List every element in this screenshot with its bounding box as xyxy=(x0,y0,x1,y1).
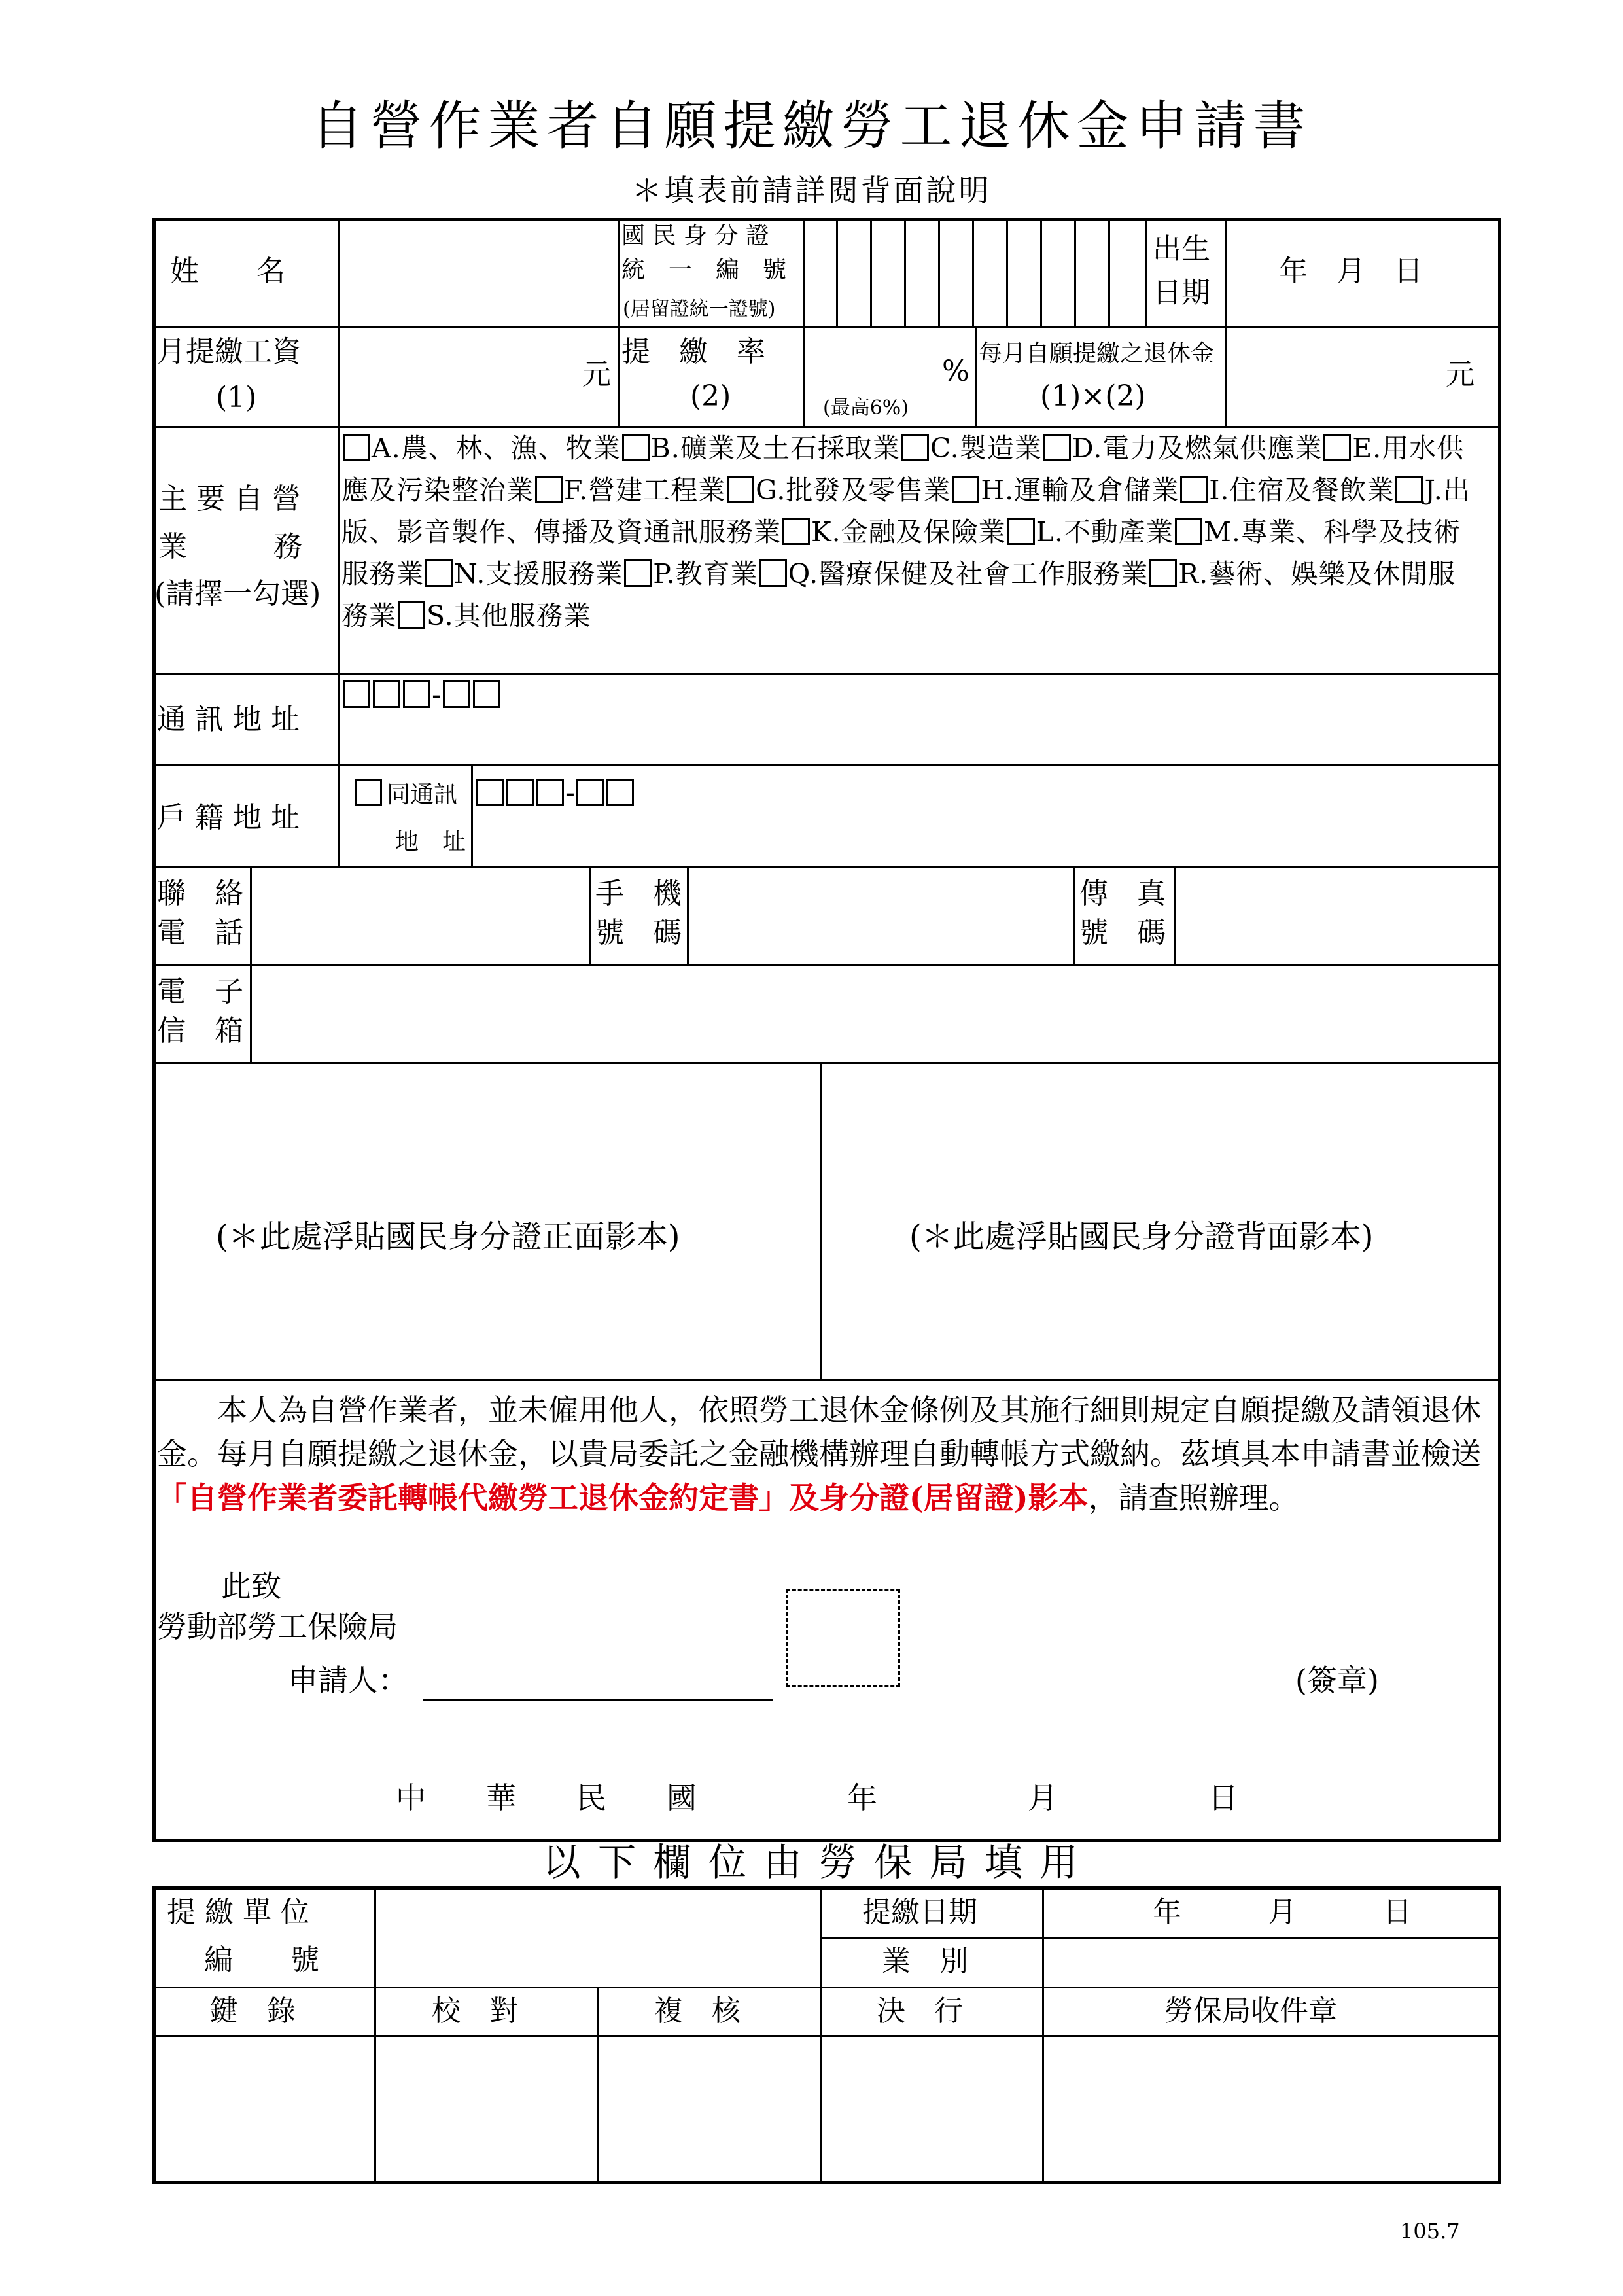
household-address-label: 戶 籍 地 址 xyxy=(157,801,300,834)
business-option-label: P.教育業 xyxy=(653,558,758,590)
mobile-label-line-1: 手 機 xyxy=(595,877,682,910)
business-checkbox[interactable] xyxy=(759,559,787,587)
id-front-copy-placeholder: (＊此處浮貼國民身分證正面影本) xyxy=(216,1218,680,1255)
business-option-label: L.不動產業 xyxy=(1036,516,1174,548)
col-review: 複 核 xyxy=(654,1994,741,2028)
unit-label-line-1: 提 繳 單 位 xyxy=(167,1896,309,1929)
same-as-mail-label-2: 地 址 xyxy=(395,828,466,855)
postcode-dash: - xyxy=(432,678,442,711)
business-option-label: F.營建工程業 xyxy=(564,474,726,506)
business-checkbox[interactable] xyxy=(1395,476,1423,503)
col-key-entry: 鍵 錄 xyxy=(209,1994,296,2028)
phone-label-line-2: 電 話 xyxy=(157,916,243,949)
date-line: 中 華 民 國 年 月 日 xyxy=(396,1780,1238,1816)
business-option-label: S.其他服務業 xyxy=(427,600,591,631)
postcode-box[interactable] xyxy=(536,779,564,806)
business-label-line-2: 業 務 xyxy=(158,530,302,563)
household-postcode[interactable] xyxy=(475,776,635,809)
postcode-box[interactable] xyxy=(343,680,370,708)
rate-unit: % xyxy=(942,355,969,388)
unit-label-line-2: 編 號 xyxy=(204,1943,319,1977)
postcode-box[interactable] xyxy=(576,779,604,806)
id-back-copy-placeholder: (＊此處浮貼國民身分證背面影本) xyxy=(909,1218,1374,1255)
rate-label: 提 繳 率 xyxy=(621,335,765,368)
business-checkbox[interactable] xyxy=(1180,476,1208,503)
business-option-label: G.批發及零售業 xyxy=(756,474,951,506)
id-label-line-1: 國 民 身 分 證 xyxy=(621,222,769,249)
postcode-box[interactable] xyxy=(473,680,500,708)
business-option-label: A.農、林、漁、牧業 xyxy=(372,433,621,464)
business-checkbox[interactable] xyxy=(1323,434,1351,461)
closing-phrase: 此致 xyxy=(221,1568,281,1604)
rate-max-note: (最高6%) xyxy=(823,397,909,419)
business-option-label: N.支援服務業 xyxy=(454,558,623,590)
postcode-box[interactable] xyxy=(606,779,634,806)
business-option-label: C.製造業 xyxy=(930,433,1042,464)
col-receipt-stamp: 勞保局收件章 xyxy=(1164,1994,1337,2028)
fax-label-line-1: 傳 真 xyxy=(1079,877,1166,910)
wage-label: 月提繳工資 xyxy=(157,335,301,368)
form-version: 105.7 xyxy=(1400,2219,1460,2244)
business-option-label: H.運輸及倉儲業 xyxy=(981,474,1179,506)
contribution-date-value: 年 月 日 xyxy=(1153,1896,1412,1929)
business-label-line-1: 主 要 自 營 xyxy=(158,482,301,516)
postcode-box[interactable] xyxy=(476,779,504,806)
business-checkbox[interactable] xyxy=(1175,518,1202,545)
phone-label-line-1: 聯 絡 xyxy=(157,877,243,910)
applicant-label: 申請人： xyxy=(288,1663,408,1698)
recipient-name: 勞動部勞工保險局 xyxy=(157,1609,398,1644)
business-checkbox[interactable] xyxy=(782,518,810,545)
business-checkbox[interactable] xyxy=(1043,434,1071,461)
business-option-label: J.出版、影音製作、傳播及資通訊服務業 xyxy=(341,474,1471,548)
business-option-label: M.專業、科學及技術服務業 xyxy=(341,516,1461,590)
declaration-text: 本人為自營作業者，並未僱用他人，依照勞工退休金條例及其施行細則規定自願提繳及請領退休金。每月自願提繳之退休金，以貴局委託之金融機構辦理自動轉帳方式繳納。茲填具本申請書並檢送「自營作業者委託轉帳代繳勞工退休金約定書」及身分證(居留證)影本，請查照辦理。 xyxy=(157,1392,1481,1515)
monthly-unit: 元 xyxy=(1446,358,1475,391)
business-option-label: Q.醫療保健及社會工作服務業 xyxy=(788,558,1149,590)
wage-number: (1) xyxy=(216,381,257,414)
business-checkbox[interactable] xyxy=(1007,518,1035,545)
business-type-label: 業 別 xyxy=(882,1945,968,1978)
postcode-box[interactable] xyxy=(373,680,400,708)
postcode-box[interactable] xyxy=(443,680,470,708)
business-checkbox[interactable] xyxy=(624,559,652,587)
mail-address-label: 通 訊 地 址 xyxy=(157,703,300,736)
business-label-line-3: (請擇一勾選) xyxy=(154,577,321,610)
business-checkbox[interactable] xyxy=(1149,559,1177,587)
business-option-label: K.金融及保險業 xyxy=(811,516,1006,548)
fax-label-line-2: 號 碼 xyxy=(1079,916,1166,949)
business-checkbox[interactable] xyxy=(622,434,650,461)
wage-unit: 元 xyxy=(582,358,611,391)
seal-box[interactable] xyxy=(786,1589,900,1687)
monthly-formula: (1)×(2) xyxy=(1040,380,1146,413)
postcode-box[interactable] xyxy=(403,680,430,708)
business-checkbox[interactable] xyxy=(343,434,370,461)
business-option-label: I.住宿及餐飲業 xyxy=(1209,474,1395,506)
business-options xyxy=(341,427,1483,637)
business-checkbox[interactable] xyxy=(535,476,563,503)
id-label-line-2: 統 一 編 號 xyxy=(621,256,787,283)
business-checkbox[interactable] xyxy=(901,434,929,461)
business-option-label: E.用水供應及污染整治業 xyxy=(341,433,1465,506)
mail-postcode[interactable] xyxy=(341,678,502,711)
birth-label-line-2: 日期 xyxy=(1153,276,1210,309)
same-as-mail-checkbox-area[interactable] xyxy=(353,779,457,811)
birth-label-line-1: 出生 xyxy=(1153,232,1210,266)
birth-date-value: 年 月 日 xyxy=(1279,255,1423,288)
email-label-line-2: 信 箱 xyxy=(157,1014,243,1048)
name-label: 姓 名 xyxy=(170,255,285,288)
business-option-label: R.藝術、娛樂及休閒服務業 xyxy=(341,558,1456,631)
business-option-label: D.電力及燃氣供應業 xyxy=(1072,433,1323,464)
mobile-label-line-2: 號 碼 xyxy=(595,916,682,949)
page-title: 自營作業者自願提繳勞工退休金申請書 xyxy=(311,96,1312,156)
form-instruction: ＊填表前請詳閱背面說明 xyxy=(631,173,992,208)
col-approve: 決 行 xyxy=(877,1994,963,2028)
business-checkbox[interactable] xyxy=(727,476,754,503)
same-as-mail-checkbox[interactable] xyxy=(355,779,382,806)
postcode-dash: - xyxy=(565,776,575,809)
office-section-heading: 以 下 欄 位 由 勞 保 局 填 用 xyxy=(542,1840,1081,1884)
business-option-label: B.礦業及土石採取業 xyxy=(650,433,900,464)
seal-label: (簽章) xyxy=(1295,1663,1379,1698)
col-proofread: 校 對 xyxy=(432,1994,518,2028)
applicant-signature-line[interactable] xyxy=(423,1699,773,1701)
business-checkbox[interactable] xyxy=(952,476,979,503)
contribution-date-label: 提繳日期 xyxy=(862,1896,977,1929)
same-as-mail-label-1: 同通訊 xyxy=(387,781,458,808)
business-checkbox[interactable] xyxy=(425,559,453,587)
postcode-box[interactable] xyxy=(506,779,534,806)
email-label-line-1: 電 子 xyxy=(157,975,243,1008)
monthly-pension-label: 每月自願提繳之退休金 xyxy=(979,340,1215,367)
business-checkbox[interactable] xyxy=(398,601,425,629)
id-label-line-3: (居留證統一證號) xyxy=(623,298,776,321)
rate-number: (2) xyxy=(690,380,731,413)
